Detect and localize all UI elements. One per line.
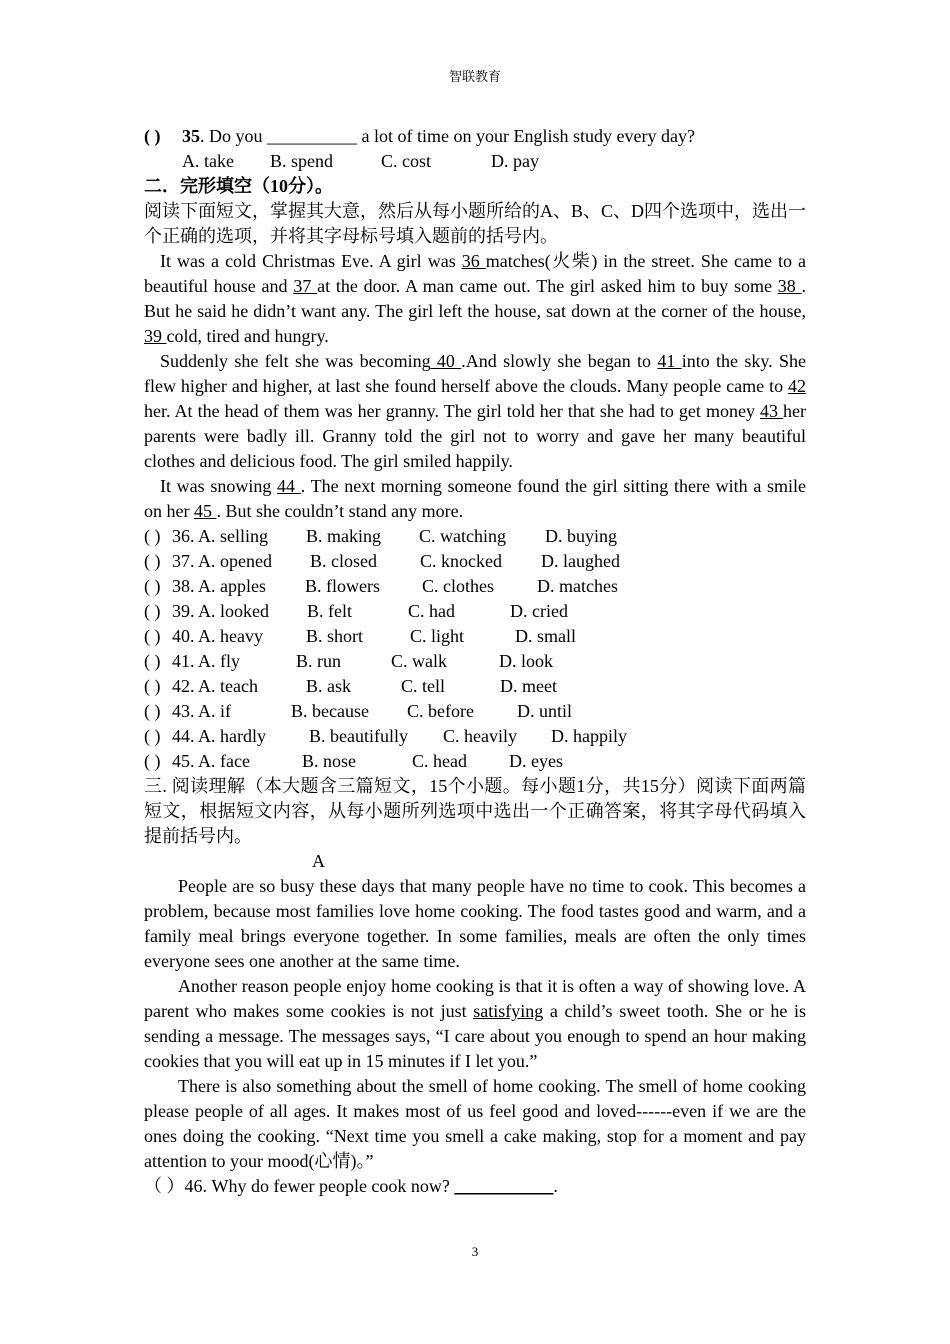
answer-bracket: ( ) [144,676,161,696]
option-d: D. buying [545,526,617,546]
option-c: C. had [408,601,455,621]
option-a: 44. A. hardly [172,726,266,746]
blank-45: 45 [193,501,217,521]
option-a: 43. A. if [172,701,232,721]
question-row [144,699,806,724]
text: at the door. A man came out. The girl asked him to buy some [317,276,778,296]
question-row [144,649,806,674]
text: . The next morning someone found the girl sitting there with a smile on her [144,476,806,521]
passage-label: A [312,851,325,871]
text: her parents were badly ill. Granny told the girl not to worry and gave her many beautiful clothes and delicious food. The girl smiled happily. [144,401,807,471]
answer-bracket: ( ) [144,726,161,746]
text: .And slowly she began to [461,351,658,371]
option-a: A. take [182,151,234,171]
answer-bracket: ( ) [144,126,161,146]
question-stem: 46. Why do fewer people cook now? [184,1176,455,1196]
question-row [144,724,806,749]
option-a: 37. A. opened [172,551,272,571]
underlined-word: satisfying [473,1001,544,1021]
option-c: C. watching [419,526,506,546]
option-b: B. short [306,626,364,646]
option-d: D. cried [510,601,568,621]
option-a: 39. A. looked [172,601,269,621]
answer-bracket: ( ) [144,651,161,671]
option-b: B. run [296,651,341,671]
option-c: C. clothes [422,576,494,596]
answer-bracket: ( ) [144,551,161,571]
option-b: B. beautifully [309,726,408,746]
option-d: D. meet [500,676,557,696]
option-d: D. happily [551,726,627,746]
option-d: D. until [517,701,573,721]
question-stem: . Do you __________ a lot of time on your English study every day? [200,126,695,146]
blank-41: 41 [657,351,682,371]
text: It was snowing [160,476,278,496]
option-c: C. tell [401,676,445,696]
text: matches(火柴) in the street. She came to a beautiful house and [144,251,806,296]
question-number: 35 [182,126,200,146]
option-c: C. light [410,626,465,646]
page-header: 智联教育 [448,69,501,84]
option-c: C. head [412,751,467,771]
option-b: B. closed [310,551,377,571]
question-35-options [144,149,806,174]
blank-39: 39 [144,326,167,346]
cloze-paragraph-2 [144,349,806,474]
option-b: B. felt [307,601,352,621]
option-c: C. walk [391,651,447,671]
section-2-instructions: 阅读下面短文，掌握其大意，然后从每小题所给的A、B、C、D四个选项中，选出一个正确的选项，并将其字母标号填入题前的括号内。 [144,201,807,246]
page-number: 3 [471,1244,479,1259]
option-d: D. eyes [509,751,563,771]
answer-bracket: ( ) [144,626,161,646]
option-b: B. nose [302,751,356,771]
text: into the sky. She flew higher and higher, at last she found herself above the clouds. Many people came to [144,351,807,396]
option-c: C. heavily [443,726,517,746]
section-2-title: 二．完形填空（10分）。 [144,176,333,196]
cloze-paragraph-3 [144,474,806,524]
text: cold, tired and hungry. [166,326,329,346]
answer-bracket: ( ) [144,701,161,721]
answer-bracket: ( ) [144,526,161,546]
cloze-paragraph-1 [144,249,806,349]
blank-37: 37 [293,276,318,296]
text: . [553,1176,558,1196]
option-a: 45. A. face [172,751,250,771]
text: Another reason people enjoy home cooking is that it is often a way of showing love. A parent who makes some cookies is not just [144,976,806,1021]
section-3-title: 三. 阅读理解（本大题含三篇短文，15个小题。每小题1分，共15分）阅读下面两篇短文，根据短文内容，从每小题所列选项中选出一个正确答案，将其字母代码填入提前括号内。 [144,776,806,846]
text: her. At the head of them was her granny. The girl told her that she had to get money [144,401,760,421]
option-b: B. because [291,701,369,721]
blank-42: 42 [788,376,806,396]
page-content [144,124,806,1199]
blank-43: 43 [759,401,784,421]
option-a: 42. A. teach [172,676,258,696]
blank-44: 44 [277,476,301,496]
question-46 [144,1174,806,1199]
option-c: C. knocked [420,551,502,571]
answer-bracket: （ ） [144,1176,185,1196]
option-a: 38. A. apples [172,576,266,596]
option-a: 40. A. heavy [172,626,263,646]
blank-38: 38 [777,276,802,296]
blank-40: 40 [430,351,462,371]
reading-paragraph-2 [144,974,806,1074]
answer-blank: ___________ [454,1176,554,1196]
option-b: B. making [306,526,381,546]
option-d: D. pay [491,151,539,171]
option-d: D. laughed [541,551,620,571]
text: Suddenly she felt she was becoming [160,351,431,371]
reading-paragraph-3: There is also something about the smell of home cooking. The smell of home cooking please people of all ages. It makes most of us feel good and loved------even if we are the ones doing the cooking. “Next time you smell a cake making, stop for a moment and pay attention to your mood(心情)。” [144,1076,806,1171]
text: a child’s sweet tooth. She or he is sending a message. The messages says, “I care about you enough to spend an hour making cookies that you will eat up in 15 minutes if I let you.” [144,1001,806,1071]
blank-36: 36 [461,251,486,271]
question-row [144,749,806,774]
answer-bracket: ( ) [144,601,161,621]
option-d: D. small [515,626,576,646]
question-row [144,674,806,699]
answer-bracket: ( ) [144,751,161,771]
question-row [144,624,806,649]
answer-bracket: ( ) [144,576,161,596]
text: . But she couldn’t stand any more. [216,501,464,521]
option-c: C. before [407,701,474,721]
option-b: B. flowers [305,576,380,596]
option-d: D. matches [537,576,618,596]
reading-paragraph-1: People are so busy these days that many people have no time to cook. This becomes a problem, because most families love home cooking. The food tastes good and warm, and a family meal brings everyone together. In some families, meals are often the only times everyone sees one another at the same time. [144,876,806,971]
question-row [144,599,806,624]
question-row [144,574,806,599]
option-c: C. cost [381,151,432,171]
question-35 [144,124,806,149]
question-row [144,524,806,549]
option-a: 36. A. selling [172,526,269,546]
cloze-questions [144,524,806,774]
text: . But he said he didn’t want any. The girl left the house, sat down at the corner of the house, [144,276,807,321]
text: It was a cold Christmas Eve. A girl was [160,251,462,271]
option-b: B. spend [270,151,333,171]
question-row [144,549,806,574]
option-b: B. ask [306,676,351,696]
option-a: 41. A. fly [172,651,241,671]
option-d: D. look [499,651,553,671]
